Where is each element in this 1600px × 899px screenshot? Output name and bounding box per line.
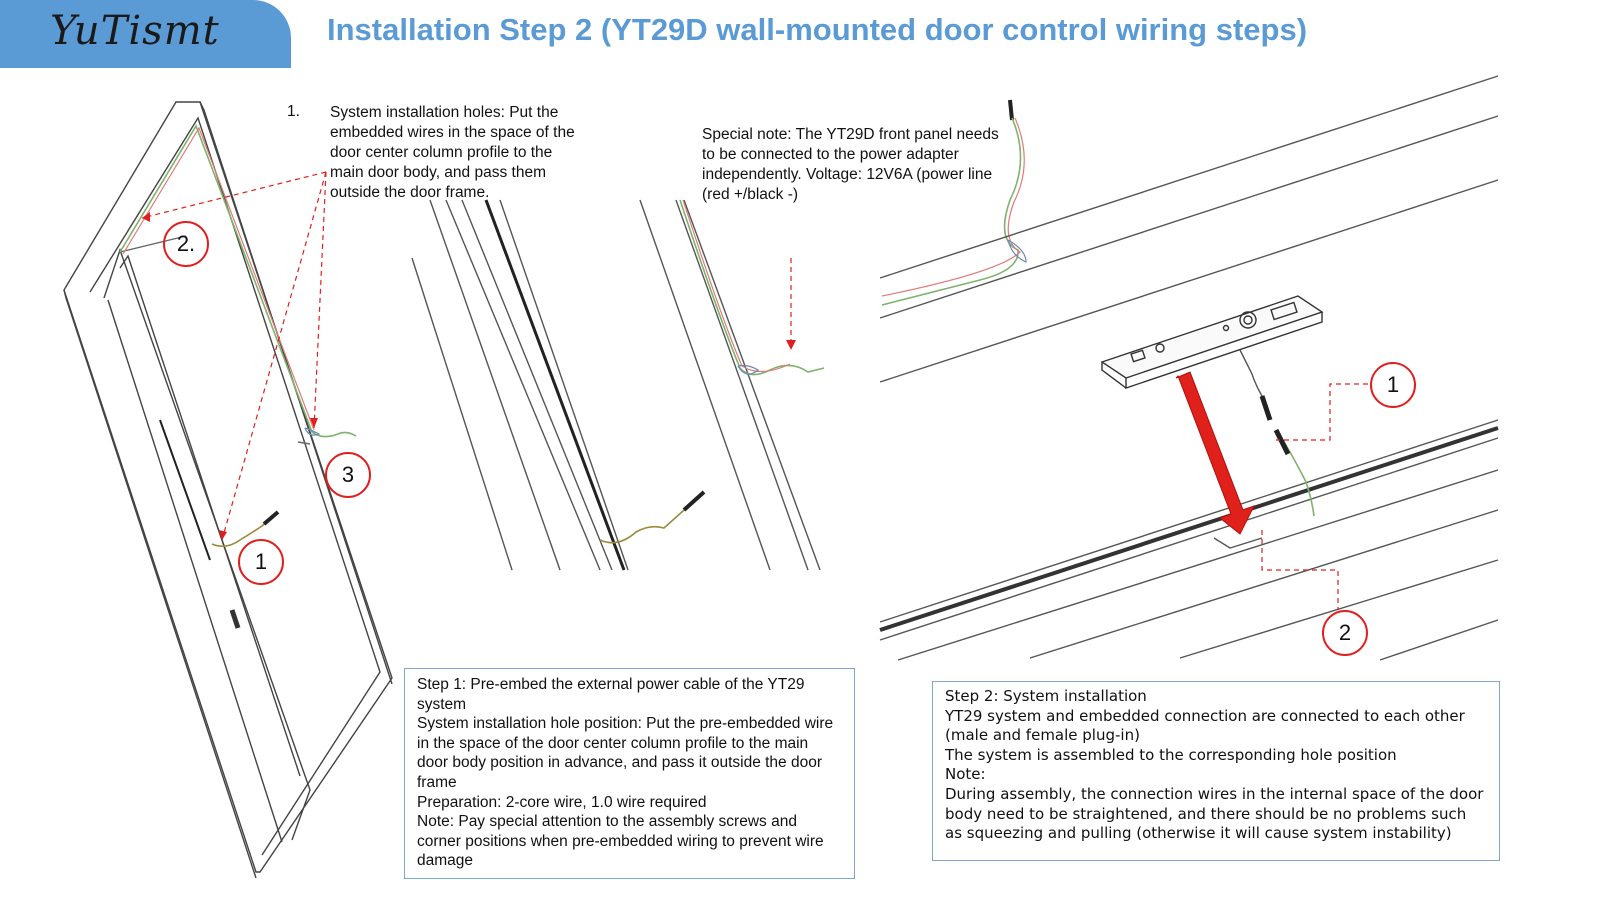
step2-line: Step 2: System installation bbox=[945, 687, 1147, 705]
step2-line: During assembly, the connection wires in the internal space of the door body need to be straightened, and there should be no problems such as squeezing and pulling (otherwise it will cause system instability) bbox=[945, 784, 1484, 843]
step2-box bbox=[932, 681, 1500, 861]
badge-system-2: 2 bbox=[1322, 610, 1368, 656]
profile-drawing bbox=[412, 200, 820, 570]
note1-text: System installation holes: Put the embedded wires in the space of the door center column profile to the main door body, and pass them outside the door frame. bbox=[330, 104, 575, 201]
step1-line: System installation hole position: Put the pre-embedded wire in the space of the door center column profile to the main door body position in advance, and pass it outside the door frame bbox=[417, 715, 834, 791]
step1-line: Preparation: 2-core wire, 1.0 wire required bbox=[417, 793, 707, 811]
insert-arrow bbox=[1176, 372, 1254, 534]
badge-door-1: 1 bbox=[238, 539, 284, 585]
badge-door-3: 3 bbox=[325, 452, 371, 498]
special-note-text: Special note: The YT29D front panel needs to be connected to the power adapter independently. Voltage: 12V6A (power line (red +/black -) bbox=[702, 126, 999, 203]
step2-line: YT29 system and embedded connection are connected to each other (male and female plug-in) bbox=[945, 706, 1465, 745]
step1-line: Note: Pay special attention to the assembly screws and corner positions when pre-embedded wiring to prevent wire damage bbox=[417, 813, 824, 870]
note1-number: 1. bbox=[287, 103, 300, 120]
badge-system-1: 1 bbox=[1370, 362, 1416, 408]
badge-door-2: 2. bbox=[163, 221, 209, 267]
page-title: Installation Step 2 (YT29D wall-mounted door control wiring steps) bbox=[327, 12, 1308, 47]
panel-drawing bbox=[1102, 296, 1322, 388]
step2-line: Note: bbox=[945, 765, 986, 784]
step1-box bbox=[404, 668, 855, 879]
step2-line: The system is assembled to the corresponding hole position bbox=[945, 745, 1397, 764]
step1-line: Step 1: Pre-embed the external power cable of the YT29 system bbox=[417, 676, 805, 713]
logo-text: YuTismt bbox=[50, 8, 220, 54]
